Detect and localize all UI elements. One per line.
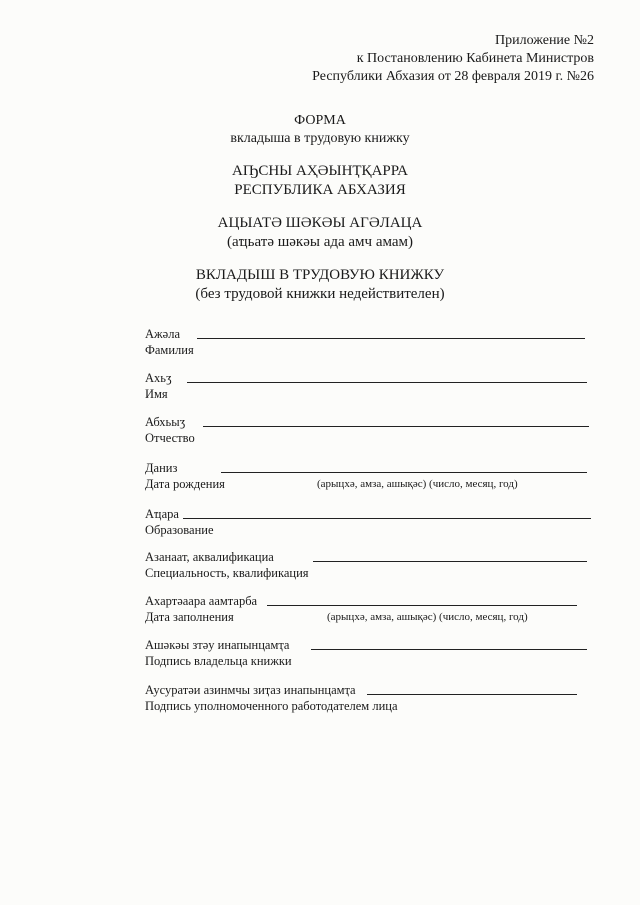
date-format-hint: (арыцхә, амза, ашықәс) (число, месяц, год) — [327, 611, 528, 623]
field-label-abkhaz: Ашәкәы зтәу инапынцамҭа — [145, 638, 290, 652]
title-abkhaz-block — [0, 214, 640, 252]
appendix-number: Приложение №2 — [495, 33, 594, 48]
field-input-line[interactable] — [187, 382, 587, 383]
field-label-abkhaz: Аусуратәи азинмчы зиҭаз инапынцамҭа — [145, 683, 356, 697]
republic-heading — [0, 162, 640, 200]
field-label-russian: Образование — [145, 523, 214, 537]
title-abkhaz: АЦЫАТӘ ШӘКӘЫ АГӘЛАЦА — [217, 215, 423, 231]
date-format-hint: (арыцхә, амза, ашықәс) (число, месяц, год) — [317, 478, 518, 490]
field-label-abkhaz: Абхьыӡ — [145, 415, 186, 429]
field-label-abkhaz: Ахьӡ — [145, 371, 172, 385]
field-patronymic — [145, 414, 595, 446]
form-header — [0, 112, 640, 148]
appendix-decree: Республики Абхазия от 28 февраля 2019 г. №26 — [312, 69, 594, 84]
field-label-russian: Подпись уполномоченного работодателем лица — [145, 699, 398, 713]
field-label-abkhaz: Азанаат, аквалификациа — [145, 550, 274, 564]
republic-russian: РЕСПУБЛИКА АБХАЗИЯ — [234, 182, 406, 198]
field-input-line[interactable] — [183, 518, 591, 519]
field-label-abkhaz: Ахартәаара аамтарба — [145, 594, 258, 608]
appendix-block — [312, 32, 594, 86]
field-owner-signature — [145, 637, 595, 669]
field-label-russian: Дата заполнения — [145, 610, 234, 624]
field-education — [145, 506, 595, 538]
field-label-abkhaz: Ажәла — [145, 327, 180, 341]
field-name — [145, 370, 595, 402]
field-label-abkhaz: Даниз — [145, 461, 178, 475]
field-label-russian: Отчество — [145, 431, 195, 445]
title-russian-note: (без трудовой книжки недействителен) — [195, 286, 445, 302]
field-label-russian: Фамилия — [145, 343, 194, 357]
form-label: ФОРМА — [294, 113, 346, 128]
title-russian: ВКЛАДЫШ В ТРУДОВУЮ КНИЖКУ — [195, 267, 445, 283]
republic-abkhaz: АҦСНЫ АҲӘЫНҬҚАРРА — [232, 163, 408, 179]
field-label-russian: Подпись владельца книжки — [145, 654, 292, 668]
field-label-russian: Дата рождения — [145, 477, 225, 491]
field-label-abkhaz: Аҵара — [145, 507, 179, 521]
title-russian-block — [0, 266, 640, 304]
field-specialty — [145, 549, 595, 581]
field-input-line[interactable] — [313, 561, 587, 562]
appendix-reference: к Постановлению Кабинета Министров — [356, 51, 594, 66]
field-label-russian: Специальность, квалификация — [145, 566, 309, 580]
field-input-line[interactable] — [197, 338, 585, 339]
field-employer-signature — [145, 682, 595, 714]
field-signature-line[interactable] — [367, 694, 577, 695]
field-birth-date — [145, 460, 595, 492]
field-surname — [145, 326, 595, 358]
field-input-line[interactable] — [267, 605, 577, 606]
field-fill-date — [145, 593, 595, 625]
field-input-line[interactable] — [203, 426, 589, 427]
form-subtitle: вкладыша в трудовую книжку — [230, 131, 410, 146]
field-label-russian: Имя — [145, 387, 168, 401]
field-input-line[interactable] — [221, 472, 587, 473]
field-signature-line[interactable] — [311, 649, 587, 650]
title-abkhaz-note: (аҵьатә шәкәы ада амч амам) — [226, 234, 414, 250]
